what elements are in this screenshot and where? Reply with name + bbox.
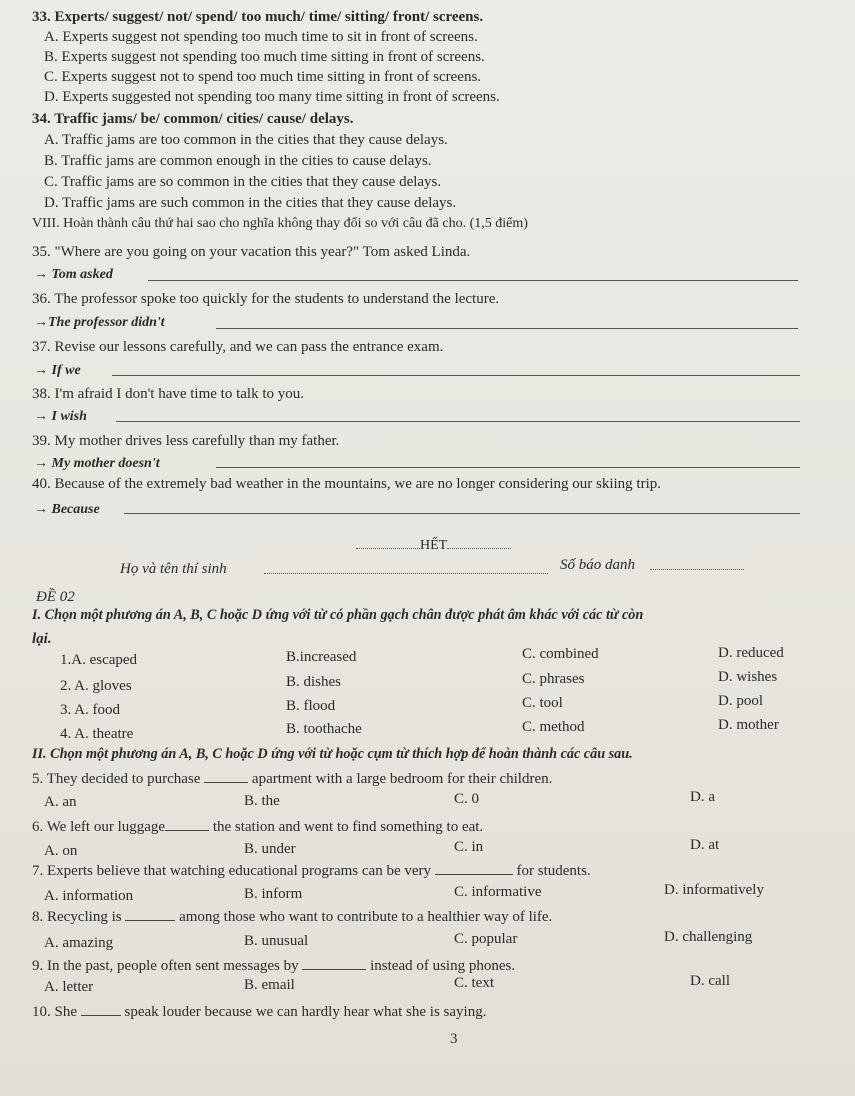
phon-1-c: C. combined — [522, 646, 599, 662]
question-34-option-c: C. Traffic jams are so common in the cities that they cause delays. — [44, 174, 442, 190]
answer-40-start: → Because — [34, 502, 100, 517]
phon-1-d: D. reduced — [718, 645, 784, 661]
end-mark: HẾT — [356, 536, 511, 555]
blank-8[interactable] — [125, 908, 175, 921]
q7-option-c: C. informative — [454, 884, 542, 900]
phon-2-d: D. wishes — [718, 669, 778, 685]
q8-option-b: B. unusual — [244, 933, 309, 949]
answer-37-start: → If we — [34, 363, 81, 378]
question-5: 5. They decided to purchase apartment with a large bedroom for their children. — [32, 771, 553, 787]
phon-1-b: B.increased — [286, 649, 357, 665]
q9-option-d: D. call — [690, 973, 730, 989]
phon-4-c: C. method — [522, 719, 585, 735]
question-33-option-a: A. Experts suggest not spending too much time to sit in front of screens. — [44, 29, 478, 45]
q7-option-b: B. inform — [244, 886, 303, 902]
section-8-instruction: VIII. Hoàn thành câu thứ hai sao cho nghĩa không thay đổi so với câu đã cho. (1,5 điểm) — [32, 216, 528, 231]
q6-option-d: D. at — [690, 837, 720, 853]
phon-1-a: 1.A. escaped — [60, 652, 138, 668]
candidate-id-field[interactable] — [650, 569, 744, 570]
q5-option-d: D. a — [690, 789, 715, 805]
answer-40-line[interactable] — [124, 513, 800, 514]
question-34-option-b: B. Traffic jams are common enough in the cities to cause delays. — [44, 153, 432, 169]
phon-4-b: B. toothache — [286, 721, 362, 737]
question-10: 10. She speak louder because we can hardly hear what she is saying. — [32, 1004, 487, 1020]
phon-3-d: D. pool — [718, 693, 763, 709]
answer-38-start: → I wish — [34, 409, 87, 424]
answer-35-line[interactable] — [148, 280, 798, 281]
candidate-id-label: Số báo danh — [560, 557, 635, 573]
answer-35-start: → Tom asked — [34, 267, 113, 282]
question-35: 35. "Where are you going on your vacation this year?" Tom asked Linda. — [32, 244, 471, 260]
q9-option-a: A. letter — [44, 979, 94, 995]
candidate-name-label: Họ và tên thí sinh — [120, 561, 227, 577]
q7-option-a: A. information — [44, 888, 134, 904]
section-1-instruction-cont: lại. — [32, 631, 52, 647]
q5-option-b: B. the — [244, 793, 280, 809]
question-40: 40. Because of the extremely bad weather in the mountains, we are no longer considering our skiing trip. — [32, 476, 661, 492]
q6-option-c: C. in — [454, 839, 484, 855]
blank-6[interactable] — [165, 818, 209, 831]
answer-39-start: → My mother doesn't — [34, 456, 160, 471]
question-6: 6. We left our luggage the station and went to find something to eat. — [32, 819, 484, 835]
answer-38-line[interactable] — [116, 421, 800, 422]
question-8: 8. Recycling is among those who want to contribute to a healthier way of life. — [32, 909, 553, 925]
q8-option-d: D. challenging — [664, 929, 753, 945]
q9-option-b: B. email — [244, 977, 295, 993]
question-9: 9. In the past, people often sent messages by instead of using phones. — [32, 958, 516, 974]
q5-option-a: A. an — [44, 794, 77, 810]
phon-3-c: C. tool — [522, 695, 563, 711]
phon-2-c: C. phrases — [522, 671, 585, 687]
answer-36-line[interactable] — [216, 328, 798, 329]
q8-option-a: A. amazing — [44, 935, 114, 951]
section-1-instruction: I. Chọn một phương án A, B, C hoặc D ứng với từ có phần gạch chân được phát âm khác với các từ còn — [32, 607, 644, 623]
exam-version: ĐỀ 02 — [36, 589, 75, 605]
candidate-name-field[interactable] — [264, 573, 548, 574]
answer-36-start: →The professor didn't — [34, 315, 165, 330]
q6-option-b: B. under — [244, 841, 296, 857]
question-33-prompt: 33. Experts/ suggest/ not/ spend/ too much/ time/ sitting/ front/ screens. — [32, 9, 484, 25]
question-39: 39. My mother drives less carefully than my father. — [32, 433, 340, 449]
phon-3-a: 3. A. food — [60, 702, 120, 718]
page-number: 3 — [450, 1031, 458, 1047]
answer-37-line[interactable] — [112, 375, 800, 376]
question-34-prompt: 34. Traffic jams/ be/ common/ cities/ cause/ delays. — [32, 111, 354, 127]
q5-option-c: C. 0 — [454, 791, 480, 807]
question-34-option-a: A. Traffic jams are too common in the cities that they cause delays. — [44, 132, 448, 148]
blank-7[interactable] — [435, 862, 513, 875]
phon-2-a: 2. A. gloves — [60, 678, 132, 694]
q8-option-c: C. popular — [454, 931, 518, 947]
answer-39-line[interactable] — [216, 467, 800, 468]
blank-10[interactable] — [81, 1003, 121, 1016]
question-36: 36. The professor spoke too quickly for the students to understand the lecture. — [32, 291, 500, 307]
question-33-option-c: C. Experts suggest not to spend too much time sitting in front of screens. — [44, 69, 482, 85]
q7-option-d: D. informatively — [664, 882, 764, 898]
question-37: 37. Revise our lessons carefully, and we can pass the entrance exam. — [32, 339, 444, 355]
phon-3-b: B. flood — [286, 698, 336, 714]
question-38: 38. I'm afraid I don't have time to talk to you. — [32, 386, 305, 402]
phon-4-d: D. mother — [718, 717, 779, 733]
phon-2-b: B. dishes — [286, 674, 342, 690]
q6-option-a: A. on — [44, 843, 78, 859]
section-2-instruction: II. Chọn một phương án A, B, C hoặc D ứng với từ hoặc cụm từ thích hợp để hoàn thành các câu sau. — [32, 746, 633, 762]
question-33-option-b: B. Experts suggest not spending too much time sitting in front of screens. — [44, 49, 485, 65]
blank-9[interactable] — [302, 957, 366, 970]
q9-option-c: C. text — [454, 975, 494, 991]
question-7: 7. Experts believe that watching educational programs can be very for students. — [32, 863, 591, 879]
blank-5[interactable] — [204, 770, 248, 783]
question-33-option-d: D. Experts suggested not spending too many time sitting in front of screens. — [44, 89, 500, 105]
phon-4-a: 4. A. theatre — [60, 726, 134, 742]
question-34-option-d: D. Traffic jams are such common in the cities that they cause delays. — [44, 195, 457, 211]
